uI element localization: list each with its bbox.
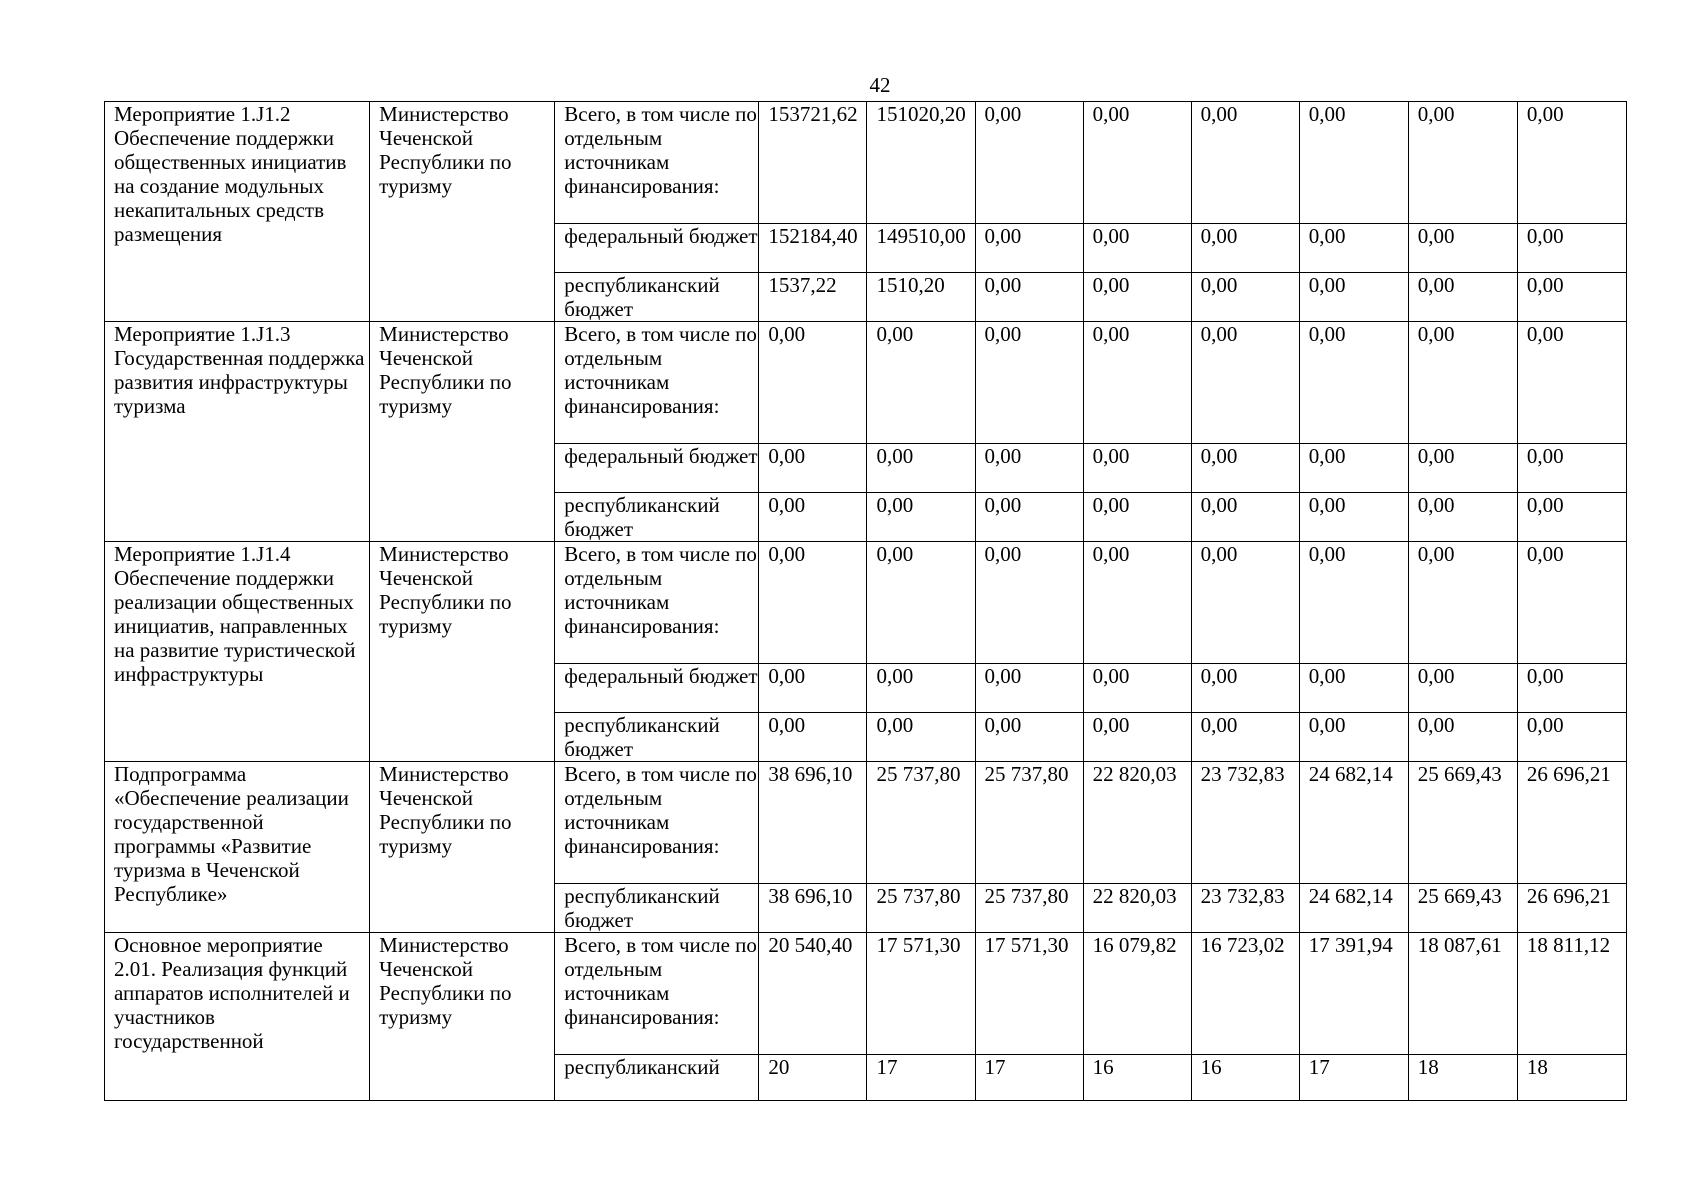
amount-cell: 0,00 xyxy=(1408,713,1517,762)
amount-cell: 18 811,12 xyxy=(1517,933,1626,1055)
amount-cell: 0,00 xyxy=(1299,493,1408,542)
amount-cell: 0,00 xyxy=(1299,102,1408,224)
amount-cell: 20 xyxy=(759,1055,867,1101)
funding-source-cell: республиканский бюджет xyxy=(555,493,759,542)
amount-cell: 26 696,21 xyxy=(1517,762,1626,884)
funding-source-cell: республиканский бюджет xyxy=(555,884,759,933)
table-row xyxy=(105,762,1627,884)
amount-cell: 0,00 xyxy=(975,224,1083,273)
amount-cell: 0,00 xyxy=(1517,444,1626,493)
page-number: 42 xyxy=(869,73,891,97)
amount-cell: 17 xyxy=(975,1055,1083,1101)
amount-cell: 0,00 xyxy=(1083,102,1191,224)
amount-cell: 0,00 xyxy=(1408,273,1517,322)
amount-cell: 151020,20 xyxy=(867,102,975,224)
amount-cell: 0,00 xyxy=(867,664,975,713)
amount-cell: 0,00 xyxy=(1408,664,1517,713)
amount-cell: 0,00 xyxy=(1083,664,1191,713)
amount-cell: 0,00 xyxy=(975,542,1083,664)
amount-cell: 22 820,03 xyxy=(1083,884,1191,933)
amount-cell: 149510,00 xyxy=(867,224,975,273)
activity-name-cell: Подпрограмма «Обеспечение реализации государственной программы «Развитие туризма в Чеченской Республике» xyxy=(105,762,370,933)
amount-cell: 0,00 xyxy=(867,542,975,664)
amount-cell: 0,00 xyxy=(1191,224,1299,273)
executor-cell: Министерство Чеченской Республики по туризму xyxy=(370,542,555,762)
amount-cell: 0,00 xyxy=(1191,444,1299,493)
amount-cell: 0,00 xyxy=(867,322,975,444)
amount-cell: 22 820,03 xyxy=(1083,762,1191,884)
funding-source-cell: республиканский бюджет xyxy=(555,273,759,322)
funding-source-cell: Всего, в том числе по отдельным источникам финансирования: xyxy=(555,762,759,884)
amount-cell: 0,00 xyxy=(1299,322,1408,444)
amount-cell: 0,00 xyxy=(975,493,1083,542)
table-row xyxy=(105,933,1627,1055)
amount-cell: 0,00 xyxy=(1408,102,1517,224)
amount-cell: 24 682,14 xyxy=(1299,884,1408,933)
amount-cell: 0,00 xyxy=(759,444,867,493)
amount-cell: 0,00 xyxy=(975,444,1083,493)
amount-cell: 0,00 xyxy=(1299,224,1408,273)
amount-cell: 16 723,02 xyxy=(1191,933,1299,1055)
amount-cell: 0,00 xyxy=(1517,322,1626,444)
amount-cell: 153721,62 xyxy=(759,102,867,224)
amount-cell: 18 xyxy=(1408,1055,1517,1101)
amount-cell: 0,00 xyxy=(1191,713,1299,762)
amount-cell: 25 669,43 xyxy=(1408,762,1517,884)
activity-name-cell: Мероприятие 1.J1.2 Обеспечение поддержки общественных инициатив на создание модульных некапитальных средств размещения xyxy=(105,102,370,322)
amount-cell: 0,00 xyxy=(759,542,867,664)
funding-source-cell: Всего, в том числе по отдельным источникам финансирования: xyxy=(555,322,759,444)
executor-cell: Министерство Чеченской Республики по туризму xyxy=(370,102,555,322)
amount-cell: 1537,22 xyxy=(759,273,867,322)
amount-cell: 0,00 xyxy=(759,493,867,542)
amount-cell: 17 xyxy=(867,1055,975,1101)
table-row xyxy=(105,102,1627,224)
amount-cell: 16 xyxy=(1191,1055,1299,1101)
amount-cell: 38 696,10 xyxy=(759,762,867,884)
funding-source-cell: федеральный бюджет xyxy=(555,664,759,713)
amount-cell: 0,00 xyxy=(1517,493,1626,542)
amount-cell: 0,00 xyxy=(1408,542,1517,664)
amount-cell: 0,00 xyxy=(1408,224,1517,273)
executor-cell: Министерство Чеченской Республики по туризму xyxy=(370,762,555,933)
amount-cell: 0,00 xyxy=(1083,542,1191,664)
amount-cell: 0,00 xyxy=(1083,493,1191,542)
amount-cell: 25 737,80 xyxy=(867,884,975,933)
amount-cell: 18 087,61 xyxy=(1408,933,1517,1055)
amount-cell: 38 696,10 xyxy=(759,884,867,933)
amount-cell: 0,00 xyxy=(1517,542,1626,664)
funding-source-cell: республиканский xyxy=(555,1055,759,1101)
amount-cell: 0,00 xyxy=(1299,664,1408,713)
activity-name-cell: Мероприятие 1.J1.3 Государственная поддержка развития инфраструктуры туризма xyxy=(105,322,370,542)
amount-cell: 0,00 xyxy=(1191,542,1299,664)
amount-cell: 20 540,40 xyxy=(759,933,867,1055)
funding-source-cell: федеральный бюджет xyxy=(555,444,759,493)
amount-cell: 0,00 xyxy=(1299,444,1408,493)
budget-table xyxy=(104,101,1627,1101)
amount-cell: 26 696,21 xyxy=(1517,884,1626,933)
amount-cell: 0,00 xyxy=(975,664,1083,713)
amount-cell: 1510,20 xyxy=(867,273,975,322)
amount-cell: 0,00 xyxy=(759,713,867,762)
funding-source-cell: республиканский бюджет xyxy=(555,713,759,762)
amount-cell: 0,00 xyxy=(1191,493,1299,542)
activity-name-cell: Основное мероприятие 2.01. Реализация функций аппаратов исполнителей и участников государственной xyxy=(105,933,370,1101)
amount-cell: 0,00 xyxy=(1299,273,1408,322)
amount-cell: 0,00 xyxy=(975,273,1083,322)
amount-cell: 0,00 xyxy=(1191,322,1299,444)
amount-cell: 152184,40 xyxy=(759,224,867,273)
amount-cell: 0,00 xyxy=(975,102,1083,224)
amount-cell: 16 079,82 xyxy=(1083,933,1191,1055)
amount-cell: 0,00 xyxy=(1191,273,1299,322)
executor-cell: Министерство Чеченской Республики по туризму xyxy=(370,933,555,1101)
amount-cell: 24 682,14 xyxy=(1299,762,1408,884)
amount-cell: 17 571,30 xyxy=(975,933,1083,1055)
amount-cell: 0,00 xyxy=(1517,102,1626,224)
activity-name-cell: Мероприятие 1.J1.4 Обеспечение поддержки реализации общественных инициатив, направленных на развитие туристической инфраструктуры xyxy=(105,542,370,762)
amount-cell: 0,00 xyxy=(975,713,1083,762)
amount-cell: 0,00 xyxy=(1517,713,1626,762)
amount-cell: 0,00 xyxy=(1191,664,1299,713)
table-body xyxy=(105,102,1627,1101)
amount-cell: 0,00 xyxy=(867,444,975,493)
table-row xyxy=(105,322,1627,444)
amount-cell: 0,00 xyxy=(759,664,867,713)
amount-cell: 0,00 xyxy=(1083,273,1191,322)
amount-cell: 0,00 xyxy=(1083,444,1191,493)
funding-source-cell: Всего, в том числе по отдельным источникам финансирования: xyxy=(555,542,759,664)
amount-cell: 0,00 xyxy=(867,713,975,762)
amount-cell: 17 xyxy=(1299,1055,1408,1101)
funding-source-cell: Всего, в том числе по отдельным источникам финансирования: xyxy=(555,933,759,1055)
amount-cell: 18 xyxy=(1517,1055,1626,1101)
amount-cell: 25 737,80 xyxy=(975,762,1083,884)
amount-cell: 0,00 xyxy=(975,322,1083,444)
amount-cell: 25 737,80 xyxy=(975,884,1083,933)
amount-cell: 0,00 xyxy=(867,493,975,542)
executor-cell: Министерство Чеченской Республики по туризму xyxy=(370,322,555,542)
amount-cell: 0,00 xyxy=(1517,273,1626,322)
amount-cell: 0,00 xyxy=(1517,664,1626,713)
amount-cell: 0,00 xyxy=(1517,224,1626,273)
amount-cell: 25 737,80 xyxy=(867,762,975,884)
amount-cell: 0,00 xyxy=(1083,224,1191,273)
amount-cell: 0,00 xyxy=(759,322,867,444)
funding-source-cell: федеральный бюджет xyxy=(555,224,759,273)
amount-cell: 0,00 xyxy=(1408,493,1517,542)
amount-cell: 23 732,83 xyxy=(1191,884,1299,933)
amount-cell: 0,00 xyxy=(1408,444,1517,493)
table-row xyxy=(105,542,1627,664)
funding-source-cell: Всего, в том числе по отдельным источникам финансирования: xyxy=(555,102,759,224)
amount-cell: 17 391,94 xyxy=(1299,933,1408,1055)
amount-cell: 0,00 xyxy=(1408,322,1517,444)
amount-cell: 17 571,30 xyxy=(867,933,975,1055)
amount-cell: 0,00 xyxy=(1299,713,1408,762)
amount-cell: 25 669,43 xyxy=(1408,884,1517,933)
amount-cell: 23 732,83 xyxy=(1191,762,1299,884)
amount-cell: 0,00 xyxy=(1083,713,1191,762)
amount-cell: 0,00 xyxy=(1083,322,1191,444)
amount-cell: 0,00 xyxy=(1191,102,1299,224)
amount-cell: 16 xyxy=(1083,1055,1191,1101)
amount-cell: 0,00 xyxy=(1299,542,1408,664)
